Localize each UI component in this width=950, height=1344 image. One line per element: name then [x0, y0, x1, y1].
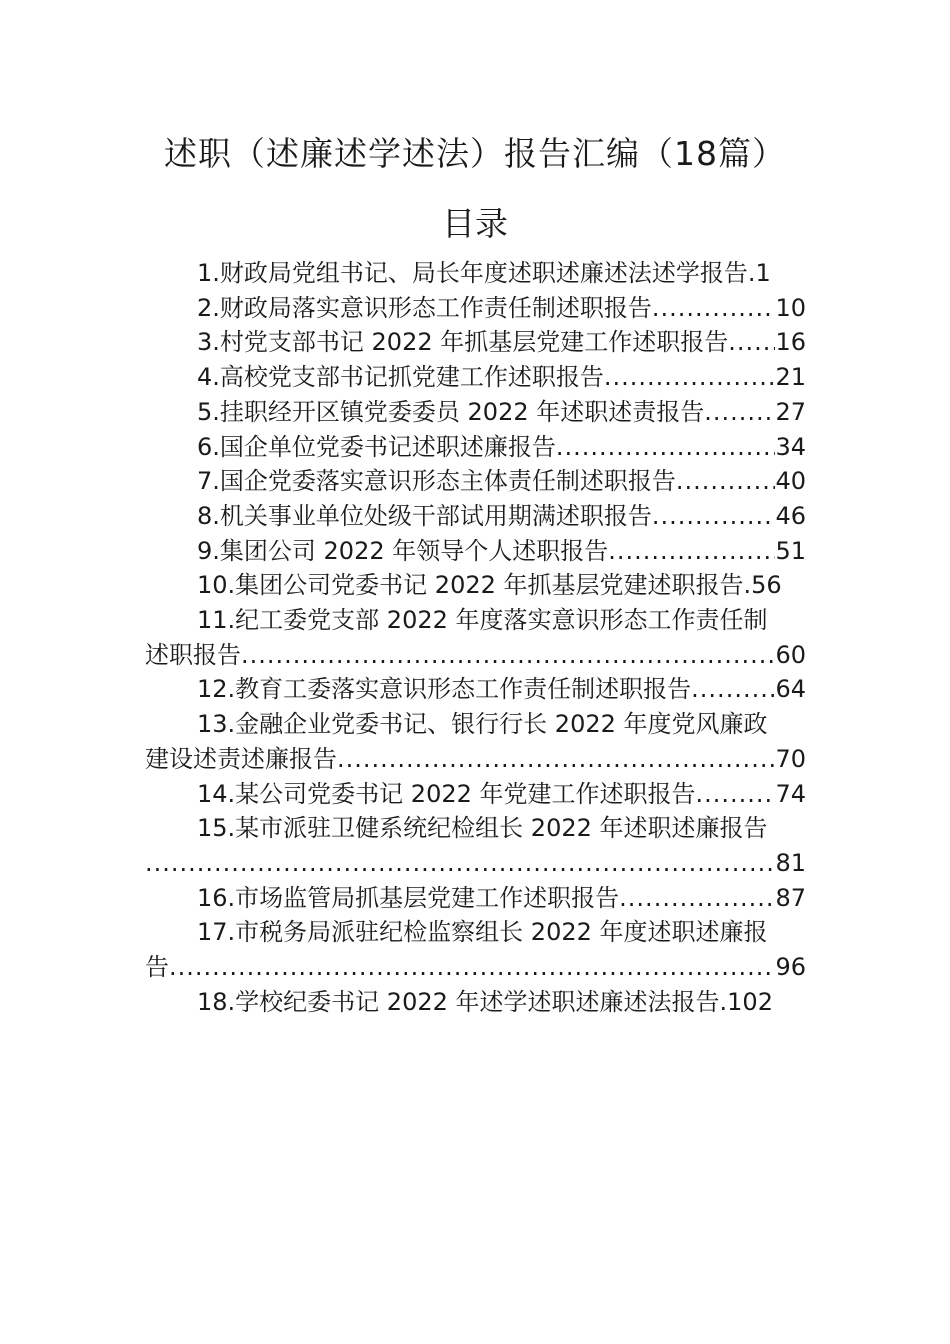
toc-dot-leader — [691, 672, 775, 707]
toc-page-number: 70 — [775, 744, 806, 773]
toc-dot-leader — [696, 777, 776, 812]
toc-page-number: 96 — [775, 953, 806, 982]
toc-entry[interactable] — [145, 256, 806, 291]
toc-entry[interactable] — [145, 985, 806, 1020]
toc-page-number: 27 — [775, 397, 806, 426]
document-title: 述职（述廉述学述法）报告汇编（18篇） — [164, 134, 786, 173]
toc-entry-title: 8.机关事业单位处级干部试用期满述职报告 — [197, 501, 652, 530]
toc-entry[interactable] — [145, 325, 806, 360]
toc-entry[interactable] — [145, 430, 806, 465]
toc-entry-title: 11.纪工委党支部 2022 年度落实意识形态工作责任制 — [197, 606, 768, 635]
toc-heading: 目录 — [442, 204, 508, 243]
toc-entry-continuation[interactable] — [145, 950, 806, 985]
toc-entry-continuation[interactable] — [145, 846, 806, 881]
toc-entry-title: 17.市税务局派驻纪检监察组长 2022 年度述职述廉报 — [197, 918, 768, 947]
toc-entry-title: 15.某市派驻卫健系统纪检组长 2022 年述职述廉报告 — [197, 814, 768, 843]
toc-page-number: 40 — [775, 467, 806, 496]
toc-page-number: 10 — [775, 293, 806, 322]
toc-page-number: 102 — [727, 987, 773, 1016]
toc-page-number: 1 — [755, 259, 771, 287]
toc-entry-title: 建设述责述廉报告 — [145, 744, 337, 773]
toc-page-number: 34 — [775, 432, 806, 461]
toc-entry-title: 2.财政局落实意识形态工作责任制述职报告 — [197, 293, 652, 322]
toc-page-number: 81 — [775, 848, 806, 877]
toc-dot-leader — [704, 395, 775, 430]
toc-entry[interactable] — [145, 395, 806, 430]
toc-entry[interactable] — [145, 464, 806, 499]
toc-dot-leader — [608, 534, 775, 569]
toc-entry-title: 告 — [145, 953, 169, 982]
toc-dot-leader — [728, 325, 775, 360]
toc-entry[interactable] — [145, 360, 806, 395]
toc-page-number: 51 — [775, 536, 806, 565]
toc-entry[interactable] — [145, 568, 806, 603]
toc-entry-continuation[interactable] — [145, 742, 806, 777]
toc-entry-title: 5.挂职经开区镇党委委员 2022 年述职述责报告 — [197, 397, 705, 426]
toc-entry[interactable] — [145, 672, 806, 707]
toc-entry[interactable] — [145, 534, 806, 569]
toc-dot-leader — [556, 430, 776, 465]
toc-page-number: 16 — [775, 328, 806, 357]
toc-entry[interactable] — [145, 499, 806, 534]
toc-entry-title: 6.国企单位党委书记述职述廉报告 — [197, 432, 556, 461]
toc-entry-continuation[interactable] — [145, 638, 806, 673]
toc-entry[interactable] — [145, 915, 806, 950]
toc-dot-leader — [145, 846, 775, 881]
toc-entry-title: 16.市场监管局抓基层党建工作述职报告 — [197, 883, 620, 912]
toc-entry-title: 12.教育工委落实意识形态工作责任制述职报告 — [197, 675, 692, 704]
toc-page-number: 87 — [775, 883, 806, 912]
toc-entry-title: 述职报告 — [145, 640, 241, 669]
toc-page-number: 56 — [751, 571, 782, 600]
toc-entry-title: 1.财政局党组书记、局长年度述职述廉述法述学报告 — [197, 259, 748, 287]
toc-dot-leader — [169, 950, 775, 985]
table-of-contents — [145, 256, 806, 1019]
toc-page-number: 74 — [775, 779, 806, 808]
toc-page-number: 64 — [775, 675, 806, 704]
toc-entry-title: 7.国企党委落实意识形态主体责任制述职报告 — [197, 467, 676, 496]
toc-page-number: 46 — [775, 501, 806, 530]
toc-entry[interactable] — [145, 603, 806, 638]
toc-entry-title: 3.村党支部书记 2022 年抓基层党建工作述职报告 — [197, 328, 729, 357]
toc-entry[interactable] — [145, 811, 806, 846]
toc-dot-leader — [652, 291, 776, 326]
toc-dot-leader — [652, 499, 776, 534]
toc-dot-leader — [241, 638, 775, 673]
toc-dot: . — [743, 571, 752, 600]
toc-dot: . — [719, 987, 728, 1016]
toc-entry-title: 4.高校党支部书记抓党建工作述职报告 — [197, 363, 604, 392]
toc-entry-title: 14.某公司党委书记 2022 年党建工作述职报告 — [197, 779, 696, 808]
toc-page-number: 60 — [775, 640, 806, 669]
toc-entry-title: 9.集团公司 2022 年领导个人述职报告 — [197, 536, 609, 565]
toc-entry-title: 18.学校纪委书记 2022 年述学述职述廉述法报告 — [197, 987, 720, 1016]
toc-dot: . — [747, 259, 756, 287]
toc-dot-leader — [604, 360, 776, 395]
toc-entry[interactable] — [145, 291, 806, 326]
toc-dot-leader — [337, 742, 775, 777]
toc-entry-title: 13.金融企业党委书记、银行行长 2022 年度党风廉政 — [197, 710, 768, 739]
toc-entry[interactable] — [145, 707, 806, 742]
toc-entry[interactable] — [145, 881, 806, 916]
toc-entry[interactable] — [145, 777, 806, 812]
toc-page-number: 21 — [775, 363, 806, 392]
toc-entry-title: 10.集团公司党委书记 2022 年抓基层党建述职报告 — [197, 571, 744, 600]
toc-dot-leader — [619, 881, 775, 916]
toc-dot-leader — [676, 464, 776, 499]
